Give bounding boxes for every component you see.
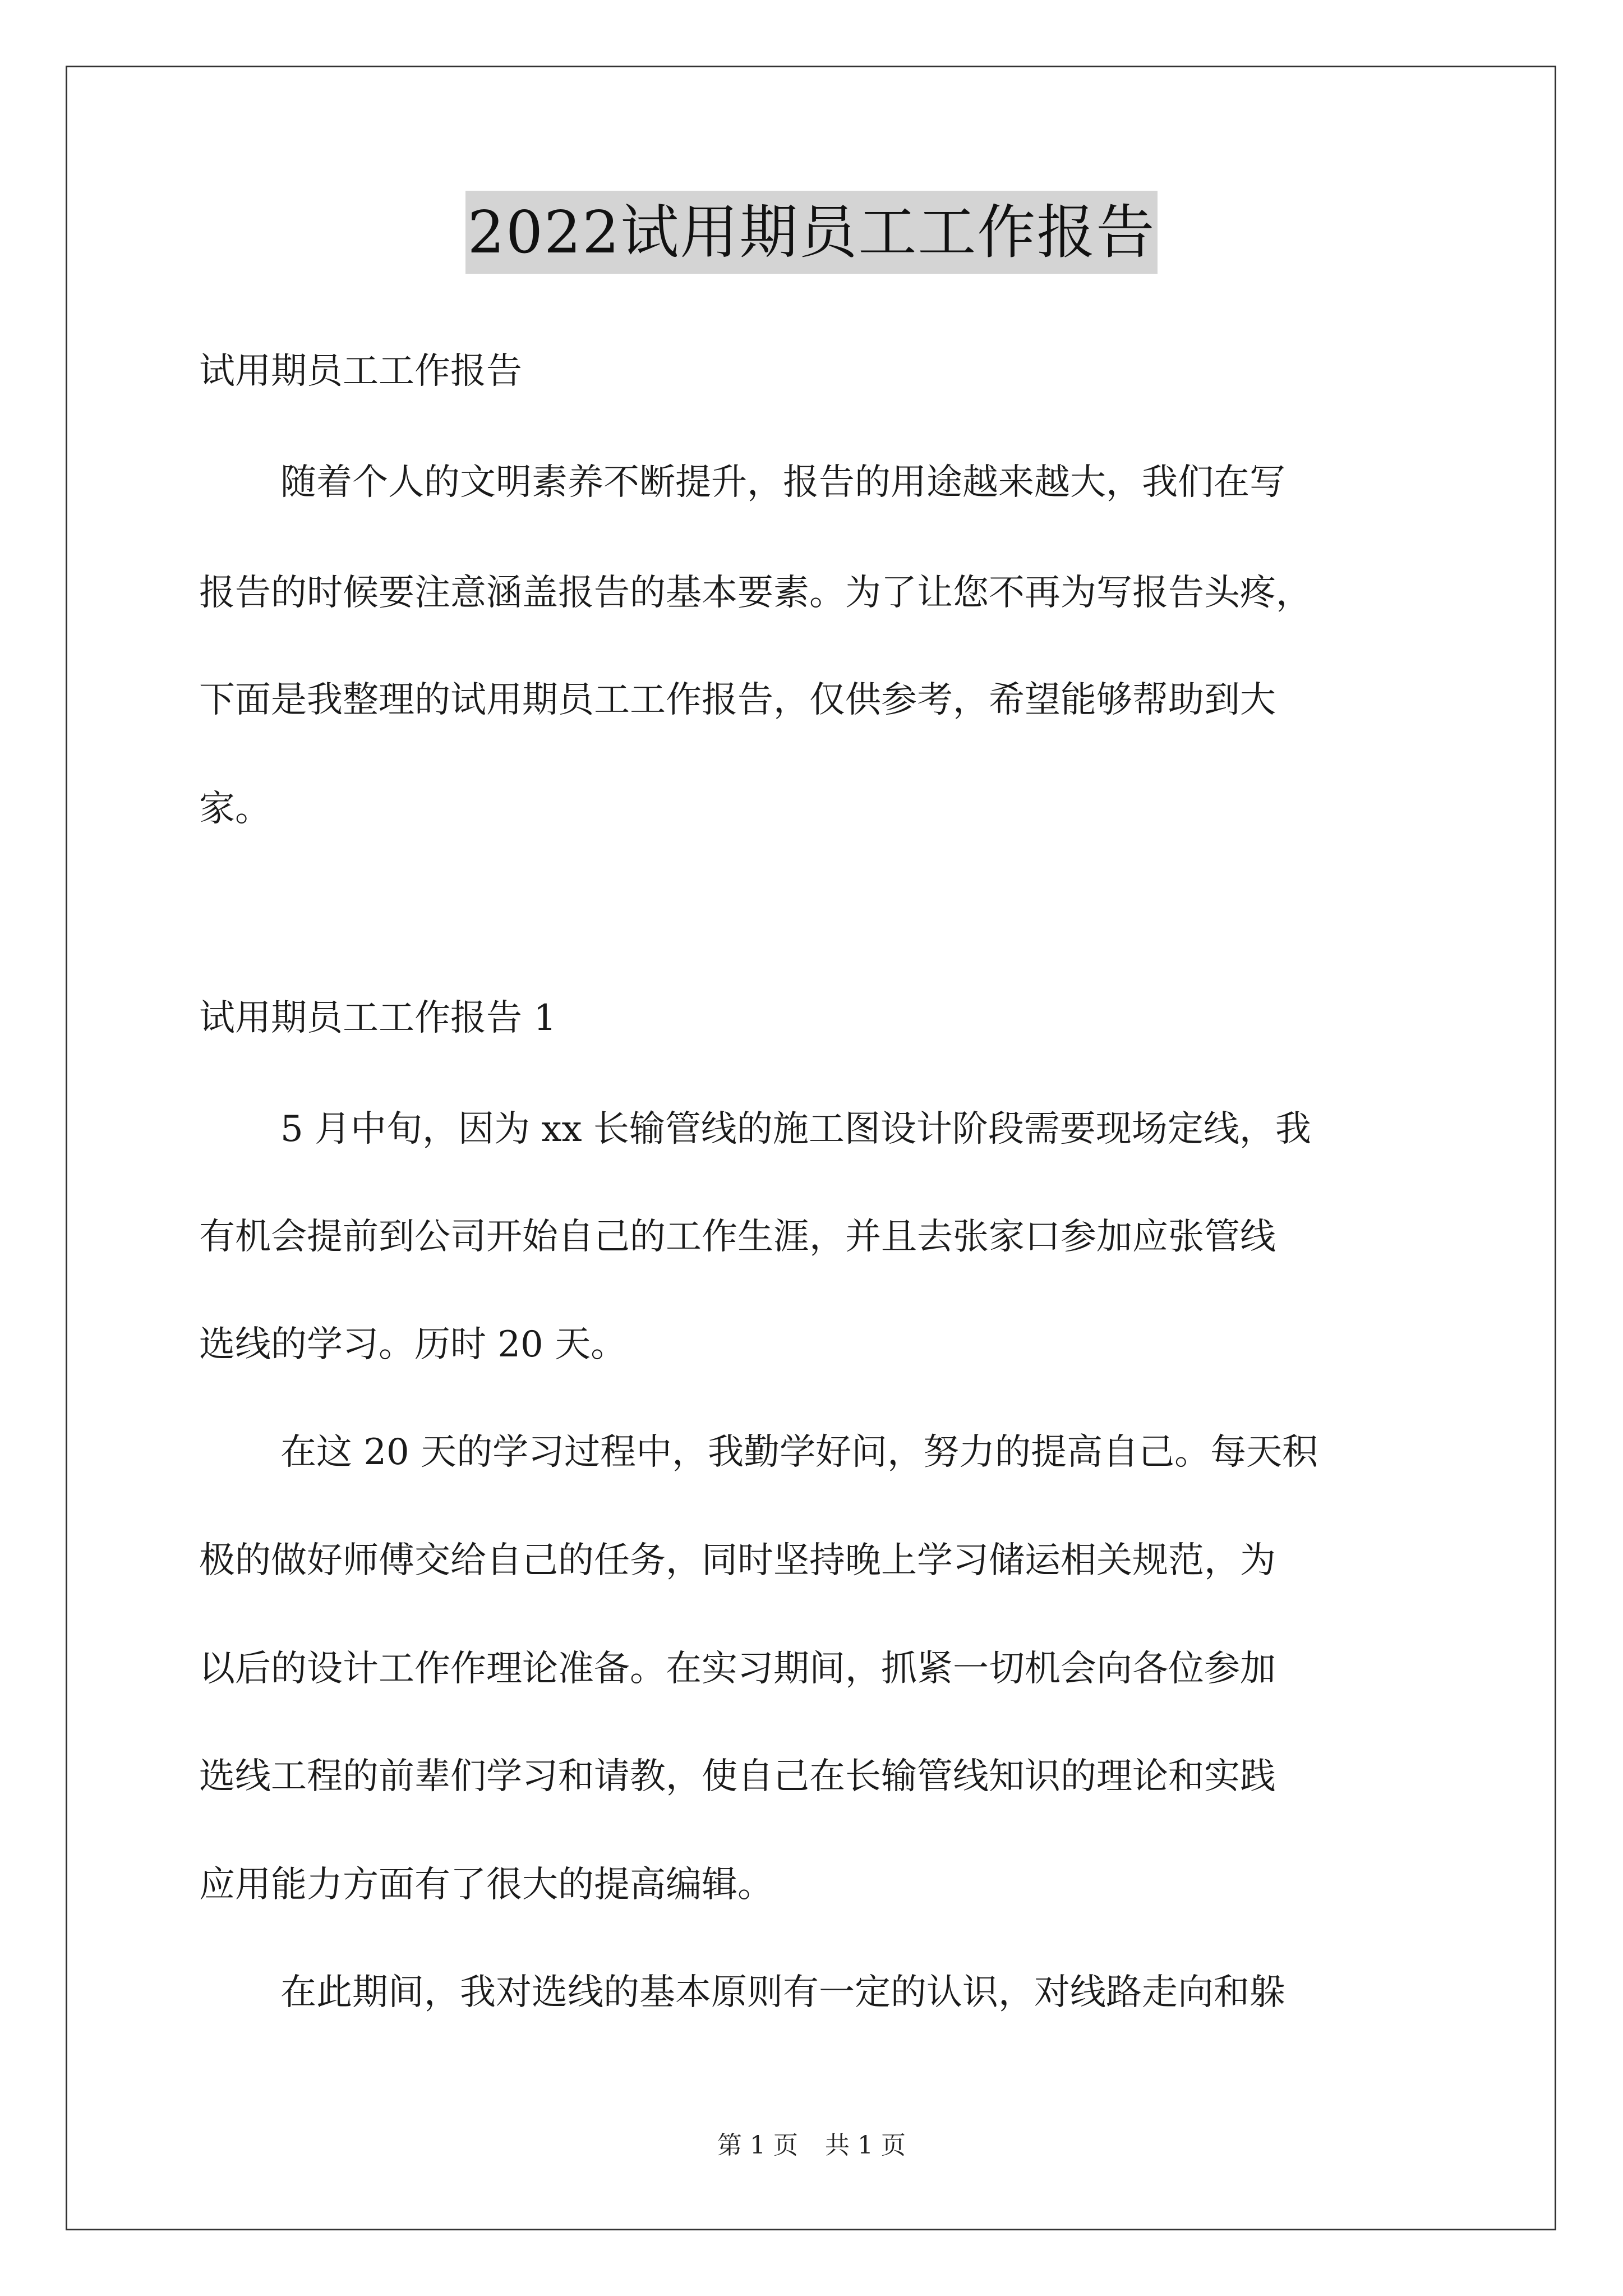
page-total: 共 1 页 [825,2131,906,2160]
document-subtitle: 试用期员工工作报告 [199,351,522,392]
page-footer [0,2129,1623,2162]
body-line-5: 极的做好师傅交给自己的任务，同时坚持晚上学习储运相关规范，为 [199,1540,1276,1581]
body-line-9: 在此期间，我对选线的基本原则有一定的认识，对线路走向和躲 [280,1972,1285,2013]
intro-line-1: 随着个人的文明素养不断提升，报告的用途越来越大，我们在写 [280,462,1285,503]
intro-line-3: 下面是我整理的试用期员工工作报告，仅供参考，希望能够帮助到大 [199,679,1276,721]
body-line-7: 选线工程的前辈们学习和请教，使自己在长输管线知识的理论和实践 [199,1756,1276,1797]
intro-line-4: 家。 [199,788,271,830]
body-line-2: 有机会提前到公司开始自己的工作生涯，并且去张家口参加应张管线 [199,1216,1276,1258]
document-title: 2022试用期员工工作报告 [465,191,1158,274]
body-line-6: 以后的设计工作作理论准备。在实习期间，抓紧一切机会向各位参加 [199,1648,1276,1690]
title-container [0,191,1623,274]
body-line-1: 5 月中旬，因为 xx 长输管线的施工图设计阶段需要现场定线，我 [280,1108,1311,1150]
section-heading: 试用期员工工作报告 1 [199,997,557,1039]
page-number: 第 1 页 [717,2131,798,2160]
body-line-8: 应用能力方面有了很大的提高编辑。 [199,1864,773,1906]
body-line-3: 选线的学习。历时 20 天。 [199,1324,627,1365]
body-line-4: 在这 20 天的学习过程中，我勤学好问，努力的提高自己。每天积 [280,1432,1318,1473]
intro-line-2: 报告的时候要注意涵盖报告的基本要素。为了让您不再为写报告头疼， [199,572,1312,614]
